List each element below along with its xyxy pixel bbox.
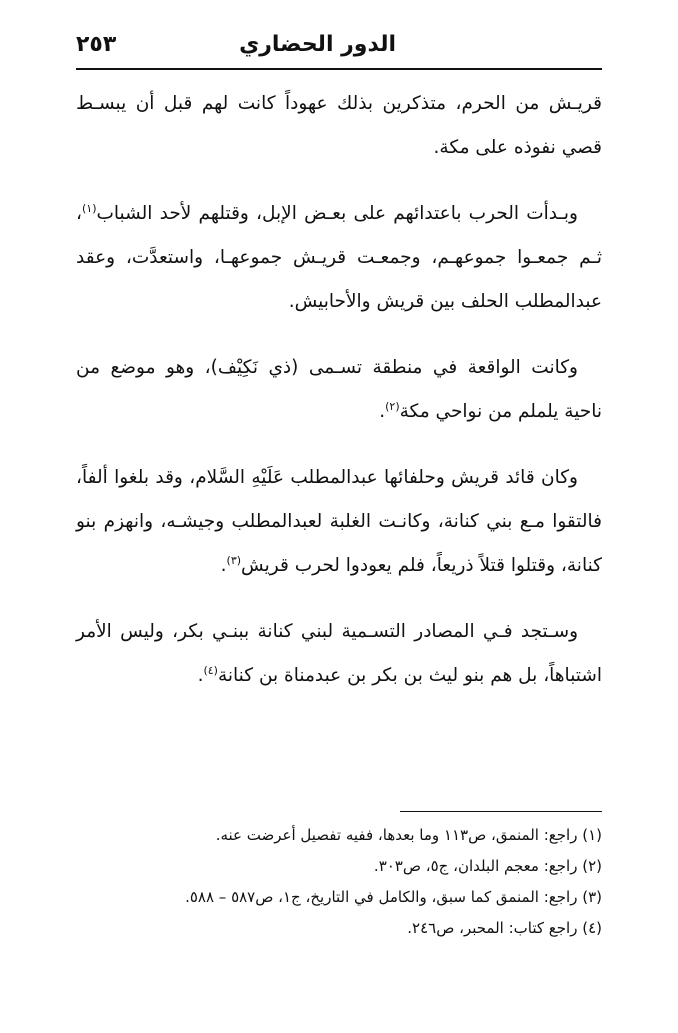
footnote-2: (٢) راجع: معجم البلدان، ج٥، ص٣٠٣. <box>373 857 602 875</box>
footnote-1: (١) راجع: المنمق، ص١١٣ وما بعدها، ففيه تفصيل أعرضت عنه. <box>215 826 602 844</box>
header-divider <box>76 68 602 70</box>
footnotes <box>76 820 602 944</box>
footnote-3: (٣) راجع: المنمق كما سبق، والكامل في التاريخ، ج١، ص٥٨٧ – ٥٨٨. <box>185 888 602 906</box>
page-number: ٢٥٣ <box>76 32 117 57</box>
footnote-ref: (١) <box>81 201 97 215</box>
paragraph-4 <box>76 456 602 588</box>
footnote-ref: (٢) <box>385 399 400 413</box>
footnote-4: (٤) راجع كتاب: المحبر، ص٢٤٦. <box>407 919 602 937</box>
paragraph-1 <box>76 82 602 170</box>
main-text <box>76 82 602 720</box>
paragraph-text: وكانت الواقعة في منطقة تسـمى (ذي نَكِيْف)، وهو موضع من ناحية يلملم من نواحي مكة <box>76 357 602 422</box>
paragraph-text-tail: . <box>379 401 386 422</box>
running-header <box>76 26 602 66</box>
running-header-title: الدور الحضاري <box>239 32 396 57</box>
footnote-ref: (٣) <box>226 553 242 567</box>
paragraph-text-tail: ، ثـم جمعـوا جموعهـم، وجمعـت قريـش جموعهـا، واستعدَّت، وعقد عبدالمطلب الحلف بين قريش والأحابيش. <box>76 203 602 312</box>
paragraph-text-tail: . <box>220 555 227 576</box>
paragraph-text: وكان قائد قريش وحلفائها عبدالمطلب عَلَيْهِ السَّلام، وقد بلغوا ألفاً، فالتقوا مـع بني كنانة، وكانـت الغلبة لعبدالمطلب وجيشـه، وانهزم بنو كنانة، وقتلوا قتلاً ذريعاً، فلم يعودوا لحرب قريش <box>76 467 602 576</box>
paragraph-text: قريـش من الحرم، متذكرين بذلك عهوداً كانت لهم قبل أن يبسـط قصي نفوذه على مكة. <box>76 93 602 158</box>
paragraph-text: وبـدأت الحرب باعتدائهم على بعـض الإبل، وقتلهم لأحد الشباب <box>96 203 578 224</box>
paragraph-2 <box>76 192 602 324</box>
paragraph-3 <box>76 346 602 434</box>
paragraph-text-tail: . <box>197 665 204 686</box>
paragraph-5 <box>76 610 602 698</box>
footnote-divider <box>400 811 602 812</box>
paragraph-text: وسـتجد فـي المصادر التسـمية لبني كنانة ببنـي بكر، وليس الأمر اشتباهاً، بل هم بنو ليث بن بكر بن عبدمناة بن كنانة <box>76 621 602 686</box>
footnote-ref: (٤) <box>203 663 218 677</box>
